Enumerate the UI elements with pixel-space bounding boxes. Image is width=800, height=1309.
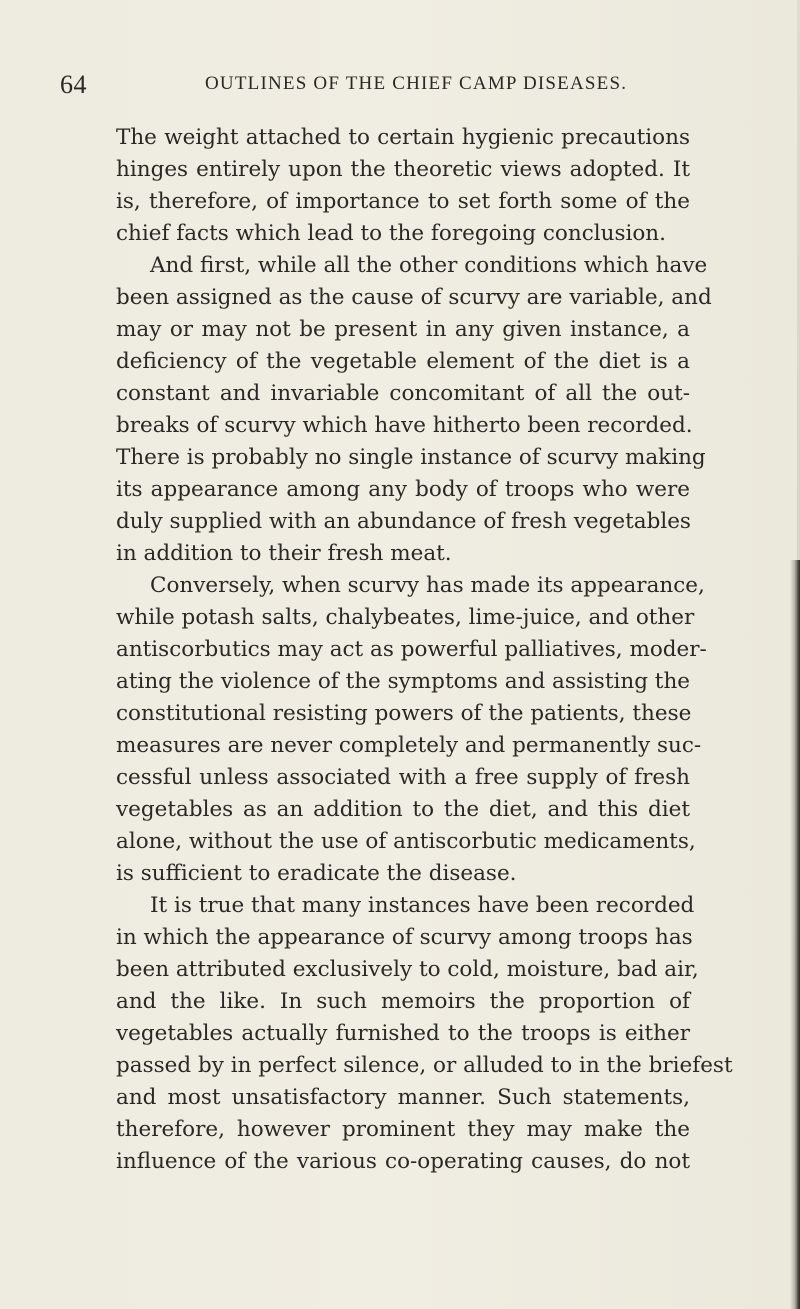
page-edge-shadow: [790, 560, 800, 1309]
text-line: in addition to their fresh meat.: [116, 541, 452, 566]
text-line: is sufficient to eradicate the disease.: [116, 861, 517, 886]
text-line: influence of the various co-operating causes, do not: [116, 1149, 690, 1174]
text-line: And first, while all the other conditions which have: [150, 253, 708, 278]
text-line: duly supplied with an abundance of fresh vegetables: [116, 509, 691, 534]
text-line: while potash salts, chalybeates, lime-juice, and other: [116, 605, 695, 630]
text-line: chief facts which lead to the foregoing conclusion.: [116, 221, 666, 246]
text-line: and the like. In such memoirs the proportion of: [116, 989, 690, 1014]
text-line: constitutional resisting powers of the patients, these: [116, 701, 692, 726]
running-head: OUTLINES OF THE CHIEF CAMP DISEASES.: [205, 73, 628, 94]
text-line: been assigned as the cause of scurvy are variable, and: [116, 285, 712, 310]
text-line: measures are never completely and permanently suc-: [116, 733, 702, 758]
text-line: and most unsatisfactory manner. Such statements,: [116, 1085, 690, 1110]
body-text: [116, 122, 733, 1178]
page-number: 64: [60, 70, 87, 99]
text-line: alone, without the use of antiscorbutic medicaments,: [116, 829, 696, 854]
text-line: in which the appearance of scurvy among troops has: [116, 925, 693, 950]
text-line: is, therefore, of importance to set forth some of the: [116, 189, 690, 214]
page-header: [60, 70, 720, 110]
text-line: vegetables actually furnished to the troops is either: [116, 1021, 690, 1046]
text-line: constant and invariable concomitant of all the out-: [116, 381, 690, 406]
text-line: vegetables as an addition to the diet, and this diet: [116, 797, 690, 822]
text-line: There is probably no single instance of scurvy making: [116, 445, 706, 470]
text-line: The weight attached to certain hygienic precautions: [116, 125, 690, 150]
text-line: Conversely, when scurvy has made its appearance,: [150, 573, 705, 598]
text-line: been attributed exclusively to cold, moisture, bad air,: [116, 957, 699, 982]
text-line: hinges entirely upon the theoretic views adopted. It: [116, 157, 690, 182]
text-line: may or may not be present in any given instance, a: [116, 317, 690, 342]
text-line: antiscorbutics may act as powerful palliatives, moder-: [116, 637, 707, 662]
text-line: cessful unless associated with a free supply of fresh: [116, 765, 690, 790]
text-line: breaks of scurvy which have hitherto been recorded.: [116, 413, 693, 438]
text-line: ating the violence of the symptoms and assisting the: [116, 669, 691, 694]
text-line: deficiency of the vegetable element of the diet is a: [116, 349, 690, 374]
text-line: therefore, however prominent they may make the: [116, 1117, 690, 1142]
text-line: passed by in perfect silence, or alluded to in the briefest: [116, 1053, 733, 1078]
text-line: It is true that many instances have been recorded: [150, 893, 695, 918]
text-line: its appearance among any body of troops who were: [116, 477, 690, 502]
